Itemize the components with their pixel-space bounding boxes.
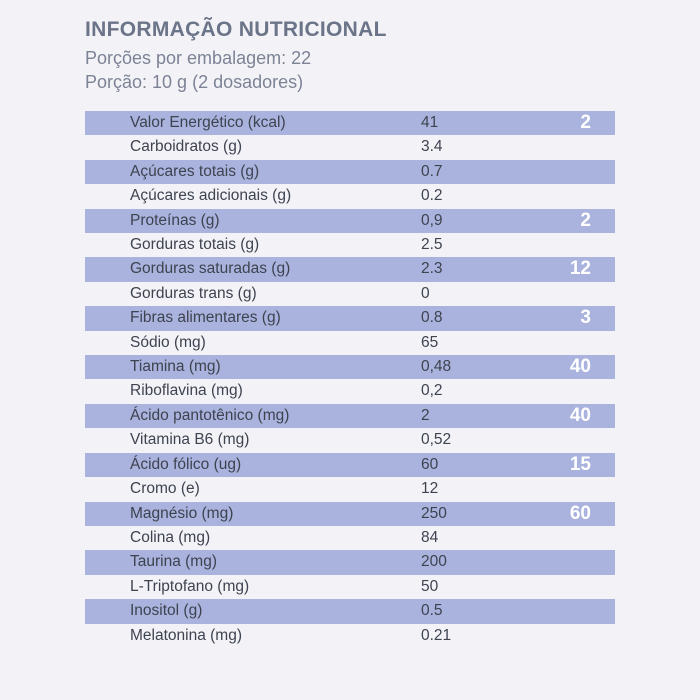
nutrient-amount: 0,9: [421, 211, 443, 229]
nutrient-amount: 2: [421, 406, 430, 424]
portion-size: Porção: 10 g (2 dosadores): [85, 72, 304, 92]
nutrient-daily-value: 40: [569, 356, 591, 378]
nutrient-name: Carboidratos (g): [130, 138, 242, 156]
nutrient-daily-value: [525, 550, 615, 574]
nutrient-name: Riboflavina (mg): [130, 382, 243, 400]
nutrient-amount: 0,48: [421, 358, 452, 376]
nutrient-amount: 50: [421, 577, 439, 595]
nutrient-daily-value: 3: [580, 307, 591, 329]
nutrient-amount: 250: [421, 504, 447, 522]
nutrient-amount: 12: [421, 480, 439, 498]
nutrient-daily-value: [525, 599, 615, 623]
table-row: [85, 428, 615, 452]
nutrient-amount: 65: [421, 333, 439, 351]
nutrient-daily-value: 2: [580, 112, 591, 133]
nutrient-amount: 3.4: [421, 138, 443, 156]
table-row: [85, 477, 615, 501]
table-row: [85, 331, 615, 355]
nutrient-amount: 2.3: [421, 260, 443, 278]
nutrient-amount: 60: [421, 455, 439, 473]
table-row: [85, 453, 615, 477]
nutrient-amount: 200: [421, 553, 447, 571]
nutrient-name: Taurina (mg): [130, 553, 217, 571]
nutrient-daily-value: [525, 624, 615, 648]
nutrient-amount: 0,2: [421, 382, 443, 400]
nutrient-daily-value: 2: [580, 209, 591, 231]
nutrient-daily-value: [525, 233, 615, 257]
nutrient-name: Gorduras saturadas (g): [130, 260, 291, 278]
nutrient-amount: 0.8: [421, 309, 443, 327]
nutrient-amount: 41: [421, 114, 439, 131]
table-row: [85, 599, 615, 623]
table-row: [85, 184, 615, 208]
nutrient-name: Ácido fólico (ug): [130, 455, 242, 473]
nutrient-name: Açúcares totais (g): [130, 162, 260, 180]
table-row: [85, 233, 615, 257]
nutrient-name: Fibras alimentares (g): [130, 309, 281, 327]
nutrient-name: Ácido pantotênico (mg): [130, 406, 290, 424]
nutrient-name: Proteínas (g): [130, 211, 220, 229]
nutrient-daily-value: [525, 526, 615, 550]
nutrient-amount: 0.2: [421, 187, 443, 205]
nutrient-name: Gorduras trans (g): [130, 284, 257, 302]
nutrient-daily-value: [525, 282, 615, 306]
nutrition-table: [85, 111, 615, 648]
nutrient-daily-value: [525, 331, 615, 355]
table-row: [85, 135, 615, 159]
nutrient-name: Valor Energético (kcal): [130, 114, 286, 131]
nutrient-amount: 0.5: [421, 602, 443, 620]
nutrition-table-body: [85, 111, 615, 648]
nutrient-name: L-Triptofano (mg): [130, 577, 250, 595]
table-row: [85, 209, 615, 233]
table-row: [85, 575, 615, 599]
nutrient-daily-value: 12: [569, 258, 591, 280]
table-row: [85, 306, 615, 330]
nutrient-name: Sódio (mg): [130, 333, 206, 351]
nutrient-name: Cromo (e): [130, 480, 200, 498]
table-row: [85, 379, 615, 403]
nutrient-amount: 84: [421, 528, 439, 546]
nutrient-amount: 2.5: [421, 236, 443, 254]
nutrient-daily-value: 15: [569, 453, 591, 475]
nutrient-amount: 0.21: [421, 626, 452, 644]
nutrient-amount: 0,52: [421, 431, 452, 449]
nutrient-name: Magnésio (mg): [130, 504, 234, 522]
nutrient-name: Açúcares adicionais (g): [130, 187, 292, 205]
table-row: [85, 160, 615, 184]
nutrient-daily-value: 40: [569, 404, 591, 426]
nutrient-name: Melatonina (mg): [130, 626, 242, 644]
nutrient-daily-value: [525, 379, 615, 403]
nutrient-daily-value: [525, 477, 615, 501]
table-row: [85, 404, 615, 428]
page-title: INFORMAÇÃO NUTRICIONAL: [85, 18, 387, 41]
nutrient-amount: 0: [421, 284, 430, 302]
table-row: [85, 526, 615, 550]
nutrient-name: Tiamina (mg): [130, 358, 221, 376]
nutrient-name: Gorduras totais (g): [130, 236, 260, 254]
nutrient-amount: 0.7: [421, 162, 443, 180]
nutrient-daily-value: [525, 135, 615, 159]
nutrient-name: Colina (mg): [130, 528, 211, 546]
table-row: [85, 111, 615, 135]
nutrient-daily-value: [525, 575, 615, 599]
table-row: [85, 282, 615, 306]
nutrient-daily-value: [525, 184, 615, 208]
nutrient-name: Inositol (g): [130, 602, 203, 620]
nutrient-daily-value: 60: [569, 502, 591, 524]
table-row: [85, 550, 615, 574]
table-row: [85, 502, 615, 526]
table-row: [85, 624, 615, 648]
nutrient-daily-value: [525, 160, 615, 184]
servings-per-package: Porções por embalagem: 22: [85, 48, 312, 68]
table-row: [85, 257, 615, 281]
nutrient-daily-value: [525, 428, 615, 452]
nutrient-name: Vitamina B6 (mg): [130, 431, 250, 449]
table-row: [85, 355, 615, 379]
